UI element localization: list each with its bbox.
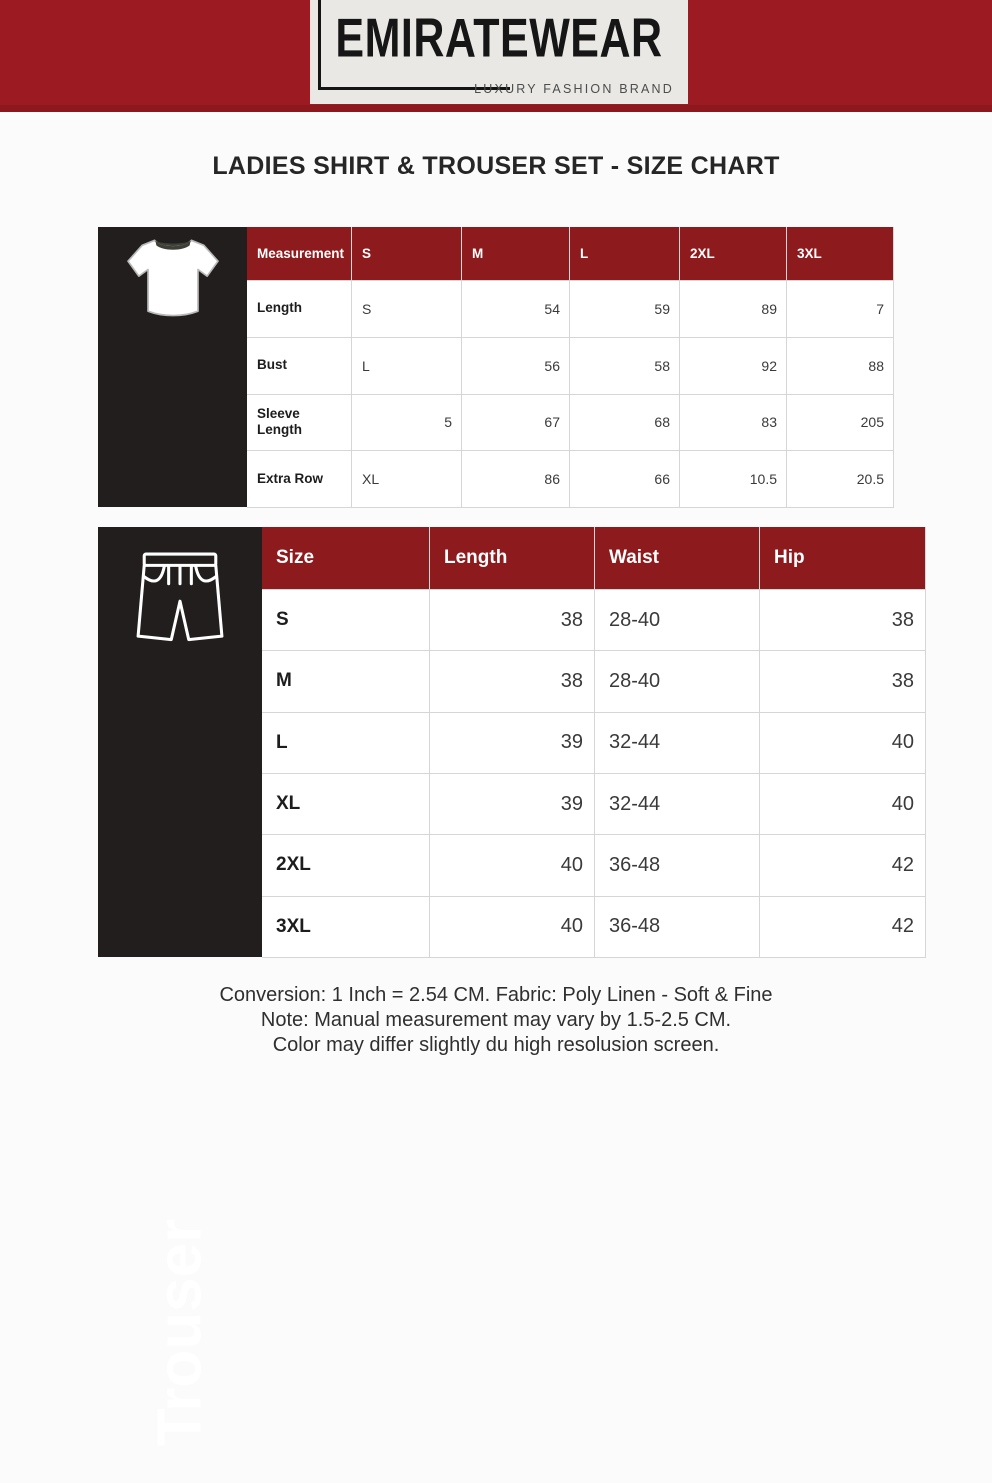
tshirt-icon [123, 235, 223, 324]
row-label: Sleeve Length [247, 395, 351, 451]
table-cell: 68 [570, 395, 679, 451]
shirt-section-panel [98, 227, 247, 507]
column-header: Length [430, 527, 594, 589]
page-title: LADIES SHIRT & TROUSER SET - SIZE CHART [212, 152, 780, 180]
table-cell: 83 [680, 395, 786, 451]
table-cell: 39 [430, 774, 594, 834]
trouser-section-panel [98, 527, 262, 1447]
brand-tagline: LUXURY FASHION BRAND [474, 82, 674, 96]
table-cell: 36-48 [595, 835, 759, 895]
table-cell: 5 [352, 395, 461, 451]
table-cell: S [352, 281, 461, 337]
column-header: 2XL [680, 227, 786, 280]
table-cell: 88 [787, 338, 893, 394]
table-cell: 205 [787, 395, 893, 451]
table-cell: 59 [570, 281, 679, 337]
column-header: Hip [760, 527, 925, 589]
table-cell: 86 [462, 451, 569, 507]
row-label: 2XL [262, 835, 429, 895]
brand-name: EMIRATEWEAR [335, 8, 663, 70]
table-cell: 56 [462, 338, 569, 394]
table-cell: 89 [680, 281, 786, 337]
table-cell: 28-40 [595, 590, 759, 650]
table-cell: 32-44 [595, 713, 759, 773]
table-cell: 38 [430, 590, 594, 650]
row-label: XL [262, 774, 429, 834]
table-cell: L [352, 338, 461, 394]
table-cell: 39 [430, 713, 594, 773]
table-cell: 42 [760, 835, 925, 895]
row-label: S [262, 590, 429, 650]
top-banner [0, 0, 992, 112]
brand-logo [310, 0, 688, 104]
table-cell: 40 [430, 835, 594, 895]
column-header: Size [262, 527, 429, 589]
row-label: M [262, 651, 429, 711]
shirt-size-table [247, 227, 894, 508]
trouser-section-label: Trouser [145, 1218, 215, 1447]
row-label: Length [247, 281, 351, 337]
table-cell: 42 [760, 897, 925, 957]
shorts-icon [132, 543, 228, 660]
column-header: M [462, 227, 569, 280]
trouser-size-table [262, 527, 926, 958]
table-cell: 36-48 [595, 897, 759, 957]
column-header: Waist [595, 527, 759, 589]
table-cell: 20.5 [787, 451, 893, 507]
table-cell: 38 [430, 651, 594, 711]
table-cell: 66 [570, 451, 679, 507]
column-header: S [352, 227, 461, 280]
table-cell: 40 [760, 713, 925, 773]
table-cell: 7 [787, 281, 893, 337]
footer-line-conversion: Conversion: 1 Inch = 2.54 CM. Fabric: Poly Linen - Soft & Fine [219, 984, 773, 1006]
footer-line-color: Color may differ slightly du high resolusion screen. [272, 1034, 720, 1056]
table-cell: 38 [760, 590, 925, 650]
table-cell: 54 [462, 281, 569, 337]
table-cell: 58 [570, 338, 679, 394]
column-header: L [570, 227, 679, 280]
row-label: Extra Row [247, 451, 351, 507]
table-cell: 92 [680, 338, 786, 394]
column-header: Measurement [247, 227, 351, 280]
table-cell: 40 [430, 897, 594, 957]
table-cell: 40 [760, 774, 925, 834]
table-cell: 32-44 [595, 774, 759, 834]
row-label: 3XL [262, 897, 429, 957]
row-label: Bust [247, 338, 351, 394]
footer-notes [0, 983, 992, 1058]
footer-line-note: Note: Manual measurement may vary by 1.5-2.5 CM. [260, 1009, 732, 1031]
row-label: L [262, 713, 429, 773]
table-cell: 38 [760, 651, 925, 711]
table-cell: XL [352, 451, 461, 507]
table-cell: 28-40 [595, 651, 759, 711]
table-cell: 10.5 [680, 451, 786, 507]
column-header: 3XL [787, 227, 893, 280]
table-cell: 67 [462, 395, 569, 451]
